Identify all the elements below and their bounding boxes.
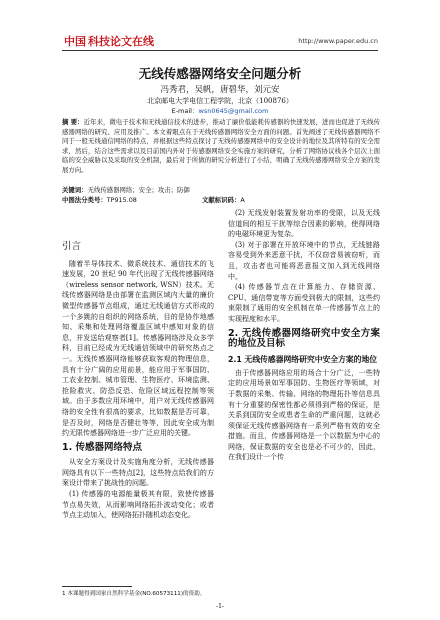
- class-code: TP915.08: [106, 196, 137, 204]
- footnote: 1 本课题得到国家自然科学基金(NO.60573111)的资助。: [62, 591, 206, 597]
- left-column: [62, 208, 214, 521]
- section-1-paragraph-1: 从安全方案设计及实施角度分析，无线传感器网络具有以下一些特点[2]，这些特点给我们的方案设计带来了挑战性的问题。: [62, 458, 214, 488]
- section-1-paragraph-2: (1) 传感器的电源能量极其有限，致使传感器节点易失效，从而影响网络拓扑波动变化；或者节点主动加入，使网络拓扑随机动态变化。: [62, 490, 214, 520]
- paper-title: 无线传感器网络安全问题分析: [138, 66, 302, 81]
- abstract-label: 摘 要：: [62, 118, 84, 126]
- abstract: [62, 118, 380, 176]
- email-label: E-mail：: [171, 107, 199, 115]
- logo-prefix: 中国: [64, 35, 86, 48]
- site-logo[interactable]: [64, 34, 154, 48]
- paper-affiliation: 北京邮电大学电信工程学院，北京（100876）: [147, 97, 293, 105]
- section-2-1-paragraph: 由于传感器网络应用的场合十分广泛，一些特定的应用场景如军事国防、生物医疗等领域，对于数据的采集、传输、网络的物理拓扑等信息具有十分重要的保密性都必须得到严格的保证，是关系到国防安全或患者生命的严重问题，这就必须保证无线传感器网络有一系列严格有效的安全措施。而且，传感器网络是一个以数据为中心的网络，保证数据的安全也是必不可少的，因此，在我们设计一个传: [228, 368, 380, 462]
- doc-id: [202, 195, 245, 204]
- paper-authors: 冯秀君，吴帆，唐碧华，刘元安: [160, 85, 280, 95]
- section-1-heading: 1. 传感器网络特点: [62, 441, 143, 453]
- page-number: -1-: [216, 603, 224, 610]
- keywords-label: 关键词：: [62, 186, 88, 194]
- footnote-divider: [62, 586, 132, 587]
- section-1-paragraph-5: (4) 传感器节点在计算能力、存储资源、CPU、通信带宽等方面受到极大的限制，这些约束限制了通用的安全机制在单一传感器节点上的实现程度和水平。: [228, 283, 380, 323]
- doc-label: 文献标识码：: [202, 196, 241, 204]
- page-header: [0, 0, 440, 52]
- classification-line: [62, 195, 380, 204]
- email-line: [0, 106, 440, 115]
- keywords-text: 无线传感器网络；安全；攻击；防御: [87, 186, 190, 194]
- class-label: 中图法分类号：: [62, 196, 107, 204]
- section-2-heading: 2. 无线传感器网络研究中安全方案的地位及目标: [228, 327, 380, 350]
- section-1-paragraph-4: (3) 对于部署在开放环境中的节点，无线链路容易受到外来恶意干扰，不仅窃音易被窃听，而且，攻击者也可能将恶意报文加入到无线网络中。: [228, 240, 380, 281]
- email-link[interactable]: wsn0645@gmail.com: [198, 107, 269, 115]
- intro-heading: 引言: [62, 241, 82, 252]
- keywords-line: [62, 185, 380, 194]
- section-2-1-heading: 2.1 无线传感器网络研究中安全方案的地位: [228, 354, 378, 364]
- section-1-paragraph-3: (2) 无线发射装置发射功率的受限，以及无线信道间的相互干扰等综合因素的影响，使得网络的电磁环境更为复杂。: [228, 209, 380, 239]
- header-divider: [62, 50, 378, 51]
- doc-code: A: [240, 196, 245, 204]
- logo-main-text: 科技论文在线: [88, 35, 154, 48]
- abstract-text: 近年来，微电子技术和无线通信技术的进步，推动了廉价低能耗传感器的快速发展，进而也促进了无线传感器网络的研究、应用及推广。本文着眼点在于无线传感器网络安全方面的问题。首先阐述了无线传感器网络不同于一般无线通信网络的特点，并根据这些特点探讨了无线传感器网络中的安全设计的地位及其所特有的安全需求，然后，结合这些需求以及目前国内外对于传感器网络安全实施方案的研究，分析了网络协议栈各个层次上面临的安全威胁以及采取的安全机制，最后对于所做的研究分析进行了小结，明确了无线传感器网络安全方案的发展方向。: [62, 118, 381, 174]
- site-url[interactable]: http://www.paper.edu.cn: [298, 37, 378, 45]
- right-column: [228, 208, 380, 463]
- intro-paragraph: 随着半导体技术、微系统技术、通信技术的飞速发展，20 世纪 90 年代出现了无线传感器网络（wireless sensor network, WSN）技术。无线传感器网络是由部署在监测区域内大量的廉价微型传感器节点组成，通过无线通信方式形成的一个多跳的自组织的网络系统，目的是协作地感知、采集和处理网络覆盖区域中感知对象的信息，并发送给观察者[1]。传感器网络涉及众多学科，目前已经成为无线通信领域中的研究热点之一。无线传感器网络能够获取客观的物理信息，具有十分广阔的应用前景，能应用于军事国防、工农业控制、城市管理、生物医疗、环境监测、抢险救灾、防恐反恐、危险区域远程控制等领域。由于多数应用环境中，用户对无线传感器网络的安全性有很高的要求，比如数据是否可靠，是否及时，网络是否健壮等等，因此安全成为制约无限传感器网络进一步广泛应用的关键。: [62, 259, 214, 438]
